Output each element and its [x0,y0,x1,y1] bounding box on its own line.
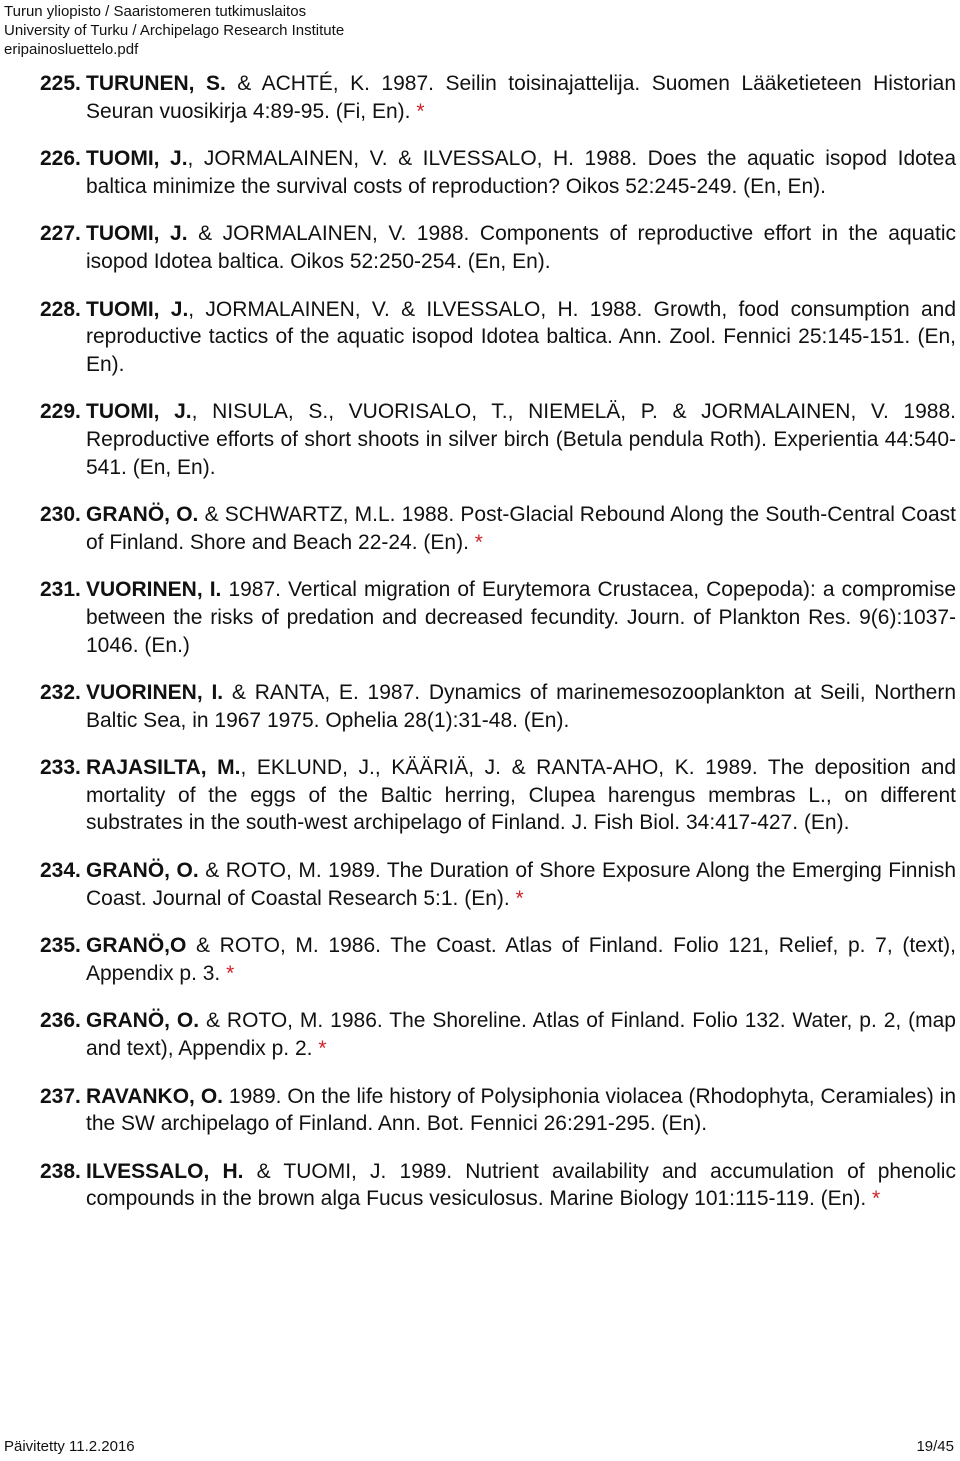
entry-number: 237. [40,1084,81,1108]
entry-citation [86,70,956,125]
entry-number: 231. [40,578,81,602]
entry-reference-text: , EKLUND, J., KÄÄRIÄ, J. & RANTA-AHO, K. 1989. The deposition and mortality of the eggs of the Baltic herring, Clupea harengus membras L., on different substrates in the south-west archipelago of Finland. J. Fish Biol. 34:417-427. (En). [86,756,956,835]
entry-first-author: GRANÖ, O. [86,859,199,883]
header-institute-en: University of Turku / Archipelago Research Institute [4,22,345,39]
entry-citation [86,296,956,379]
entry-citation [86,398,956,481]
entry-asterisk-mark: * [509,886,524,910]
entry-first-author: TUOMI, J. [86,147,188,171]
entry-asterisk-mark: * [410,99,425,123]
publication-entry [40,576,956,659]
entry-citation [86,1007,956,1062]
entry-first-author: VUORINEN, I. [86,681,224,705]
entry-citation [86,1083,956,1138]
entry-reference-text: & ROTO, M. 1986. The Coast. Atlas of Finland. Folio 121, Relief, p. 7, (text), Appendix p. 3. [86,934,956,985]
entry-reference-text: , JORMALAINEN, V. & ILVESSALO, H. 1988. Growth, food consumption and reproductive tactics of the aquatic isopod Idotea baltica. Ann. Zool. Fennici 25:145-151. (En, En). [86,297,956,376]
entry-number: 226. [40,147,81,171]
entry-number: 238. [40,1159,81,1183]
publication-entry [40,679,956,734]
entry-reference-text: & ROTO, M. 1989. The Duration of Shore Exposure Along the Emerging Finnish Coast. Journal of Coastal Research 5:1. (En). [86,859,956,910]
entry-asterisk-mark: * [312,1037,327,1061]
footer-page-number: 19/45 [916,1438,954,1455]
entry-asterisk-mark: * [220,961,235,985]
entry-first-author: RAJASILTA, M. [86,756,241,780]
publication-entry [40,1158,956,1213]
page-header [4,2,344,59]
entry-citation [86,754,956,837]
header-filename: eripainosluettelo.pdf [4,41,139,58]
entry-reference-text: & TUOMI, J. 1989. Nutrient availability and accumulation of phenolic compounds in the brown alga Fucus vesiculosus. Marine Biology 101:115-119. (En). [86,1159,956,1211]
entry-number: 233. [40,756,81,780]
entry-number: 235. [40,934,81,958]
entry-citation [86,145,956,200]
entry-first-author: TUOMI, J. [86,222,188,246]
publication-entry [40,220,956,275]
entry-number: 236. [40,1009,81,1033]
publication-entry [40,70,956,125]
publication-list [40,70,956,1233]
entry-reference-text: , NISULA, S., VUORISALO, T., NIEMELÄ, P. & JORMALAINEN, V. 1988. Reproductive efforts of short shoots in silver birch (Betula pendula Roth). Experientia 44:540-541. (En, En). [86,400,956,479]
publication-entry [40,1083,956,1138]
entry-number: 230. [40,503,81,527]
entry-number: 234. [40,859,81,883]
publication-entry [40,398,956,481]
entry-citation [86,857,956,912]
entry-reference-text: & JORMALAINEN, V. 1988. Components of reproductive effort in the aquatic isopod Idotea baltica. Oikos 52:250-254. (En, En). [86,222,956,273]
entry-asterisk-mark: * [468,530,483,554]
entry-number: 232. [40,681,81,705]
entry-reference-text: & SCHWARTZ, M.L. 1988. Post-Glacial Rebound Along the South-Central Coast of Finland. Shore and Beach 22-24. (En). [86,503,956,554]
entry-reference-text: 1989. On the life history of Polysiphonia violacea (Rhodophyta, Ceramiales) in the SW archipelago of Finland. Ann. Bot. Fennici 26:291-295. (En). [86,1084,956,1136]
entry-reference-text: & ACHTÉ, K. 1987. Seilin toisinajattelija. Suomen Lääketieteen Historian Seuran vuosikirja 4:89-95. (Fi, En). [86,72,956,123]
entry-reference-text: & ROTO, M. 1986. The Shoreline. Atlas of Finland. Folio 132. Water, p. 2, (map and text), Appendix p. 2. [86,1009,956,1061]
entry-citation [86,932,956,987]
entry-reference-text: , JORMALAINEN, V. & ILVESSALO, H. 1988. Does the aquatic isopod Idotea baltica minimize the survival costs of reproduction? Oikos 52:245-249. (En, En). [86,147,956,198]
entry-citation [86,679,956,734]
entry-first-author: TUOMI, J. [86,400,192,424]
entry-number: 228. [40,297,81,321]
entry-first-author: TURUNEN, S. [86,72,226,95]
entry-citation [86,576,956,659]
publication-entry [40,932,956,987]
entry-citation [86,501,956,556]
entry-number: 225. [40,72,81,95]
entry-first-author: GRANÖ, O. [86,503,199,527]
entry-reference-text: 1987. Vertical migration of Eurytemora Crustacea, Copepoda): a compromise between the risks of predation and decreased fecundity. Journ. of Plankton Res. 9(6):1037-1046. (En.) [86,578,956,657]
entry-first-author: VUORINEN, I. [86,578,222,602]
entry-asterisk-mark: * [866,1187,881,1211]
publication-entry [40,145,956,200]
footer-updated-date: Päivitetty 11.2.2016 [4,1438,135,1455]
entry-first-author: RAVANKO, O. [86,1084,223,1108]
entry-first-author: ILVESSALO, H. [86,1159,244,1183]
entry-first-author: TUOMI, J. [86,297,189,321]
entry-first-author: GRANÖ, O. [86,1009,200,1033]
publication-entry [40,754,956,837]
entry-citation [86,220,956,275]
publication-entry [40,501,956,556]
publication-entry [40,857,956,912]
entry-citation [86,1158,956,1213]
publication-entry [40,296,956,379]
entry-first-author: GRANÖ,O [86,934,187,958]
entry-reference-text: & RANTA, E. 1987. Dynamics of marinemesozooplankton at Seili, Northern Baltic Sea, in 1967 1975. Ophelia 28(1):31-48. (En). [86,681,957,732]
entry-number: 229. [40,400,81,424]
page-footer [4,1438,954,1456]
header-institute-fi: Turun yliopisto / Saaristomeren tutkimuslaitos [4,3,307,20]
entry-number: 227. [40,222,81,246]
publication-entry [40,1007,956,1062]
